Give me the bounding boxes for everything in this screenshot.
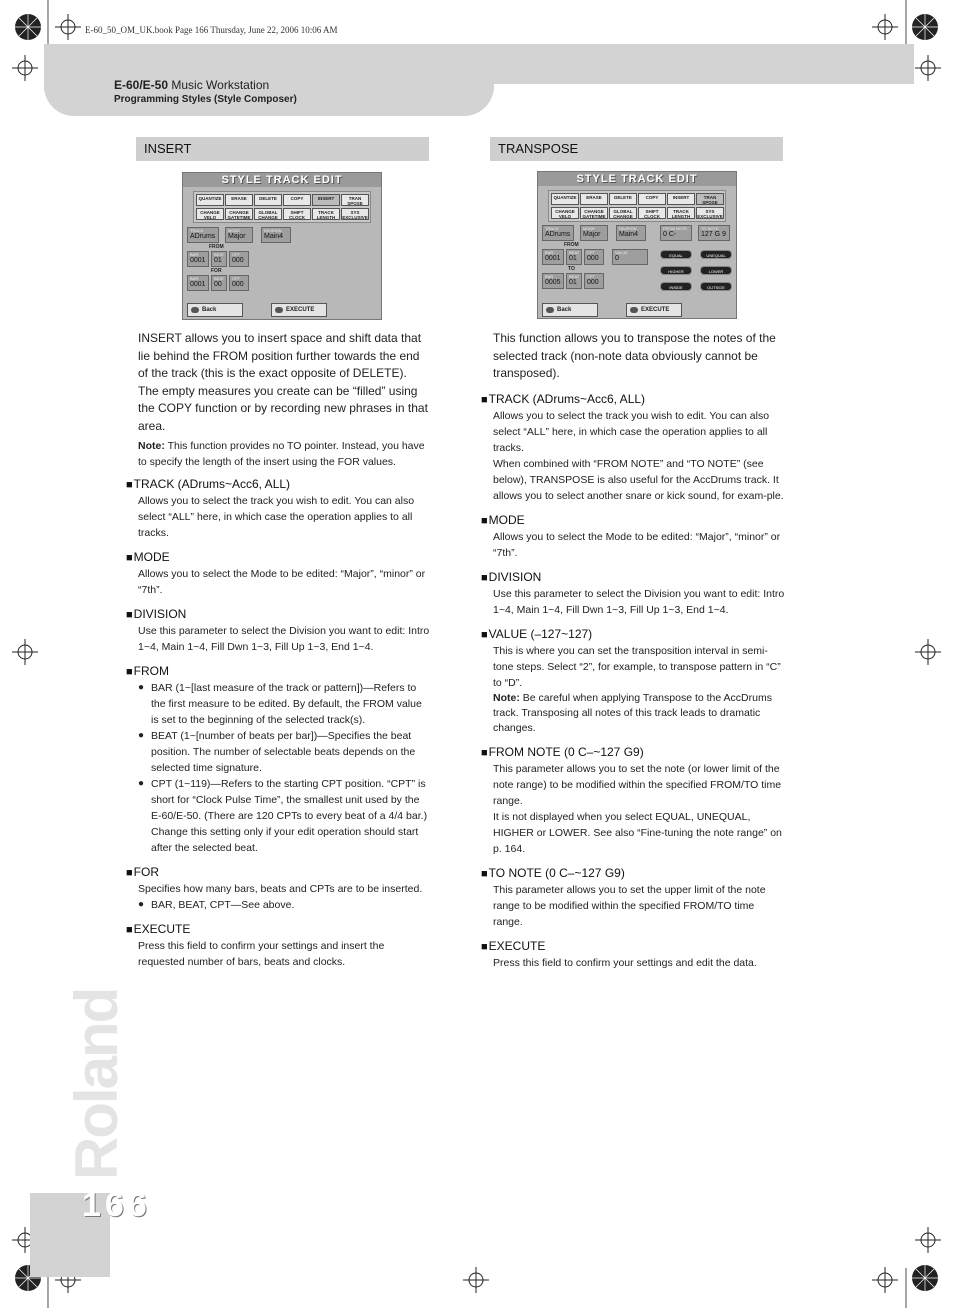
mode-field[interactable]: MODE Major: [580, 225, 608, 241]
tab-sys-exclusive[interactable]: SYS EXCLUSIVE: [697, 209, 723, 220]
equal-button[interactable]: EQUAL: [660, 250, 692, 259]
param-track-text: Allows you to select the track you wish to edit. You can also select “ALL” here, in which case the operation applies to all tracks.: [138, 495, 415, 539]
execute-button[interactable]: EXECUTE: [271, 303, 327, 317]
param-value-text: This is where you can set the transposition interval in semi-tone steps. Select “2”, for example, to transpose pattern in “C” to “D”.: [493, 645, 781, 689]
param-division-heading: ■ DIVISION: [126, 606, 431, 623]
param-to-note-text: This parameter allows you to set the upper limit of the note range to be modified within the specified FROM/TO time range.: [493, 884, 766, 928]
tab-insert[interactable]: INSERT: [312, 194, 340, 206]
transpose-params: [481, 391, 785, 971]
param-from-heading: ■ FROM: [126, 663, 431, 680]
division-field[interactable]: DIVISION Main4: [261, 227, 291, 243]
param-execute-heading: ■ EXECUTE: [481, 938, 785, 955]
transpose-body: [493, 330, 783, 383]
transpose-section-title: TRANSPOSE: [490, 137, 783, 161]
from-bar-field[interactable]: BAR 0001: [542, 249, 564, 265]
for-bar-field[interactable]: BAR 0001: [187, 275, 209, 291]
tab-track-length[interactable]: TRACK LENGTH: [667, 207, 695, 219]
file-info-line: E-60_50_OM_UK.book Page 166 Thursday, June 22, 2006 10:06 AM: [85, 25, 338, 35]
back-icon: [546, 307, 554, 313]
param-value-heading: ■ VALUE (–127~127): [481, 626, 785, 643]
tab-change-velo[interactable]: CHANGE VELO: [551, 207, 579, 219]
param-track-text: Allows you to select the track you wish to edit. You can also select “ALL” here, in which case the operation applies to all tracks.: [493, 410, 770, 454]
tab-global-change[interactable]: GLOBAL CHANGE: [609, 207, 637, 219]
track-field[interactable]: TRACK ADrums: [542, 225, 574, 241]
value-field[interactable]: VALUE 0: [612, 249, 648, 265]
tab-change-gatetime[interactable]: CHANGE GATETIME: [580, 207, 608, 219]
from-beat-field[interactable]: BEAT 01: [211, 251, 227, 267]
execute-icon: [630, 307, 638, 313]
insert-intro: INSERT allows you to insert space and shift data that lie behind the FROM position further towards the end of the track (this is the exact opposite of DELETE). The empty measures you create can be “filled” using the COPY function or by recording new phrases in that area.: [138, 331, 428, 433]
param-from-note-text: This parameter allows you to set the note (or lower limit of the note range) to be modified within the specified FROM/TO time range.: [493, 763, 782, 807]
param-for-heading: ■ FOR: [126, 864, 431, 881]
param-execute-heading: ■ EXECUTE: [126, 921, 431, 938]
for-bullet: ● BAR, BEAT, CPT—See above.: [138, 897, 431, 913]
param-from-note-text-2: It is not displayed when you select EQUAL, UNEQUAL, HIGHER or LOWER. See also “Fine-tuning the note range” on p. 164.: [493, 811, 782, 855]
tab-transpose[interactable]: TRAN SPOSE: [341, 194, 369, 206]
tab-global-change[interactable]: GLOBAL CHANGE: [254, 208, 282, 220]
param-to-note-heading: ■ TO NOTE (0 C–~127 G9): [481, 865, 785, 882]
from-beat-field[interactable]: BEAT 01: [566, 249, 582, 265]
insert-screen: [182, 172, 382, 320]
param-for-text: Specifies how many bars, beats and CPTs are to be inserted.: [138, 883, 423, 895]
param-mode-text: Allows you to select the Mode to be edited: “Major”, “minor” or “7th”.: [138, 568, 426, 596]
for-label: FOR: [211, 268, 222, 274]
param-execute-text: Press this field to confirm your settings and insert the requested number of bars, beats and clocks.: [138, 940, 385, 968]
from-cpt-field[interactable]: CPT 000: [584, 249, 604, 265]
for-beat-field[interactable]: BEAT 00: [211, 275, 227, 291]
inside-button[interactable]: INSIDE: [660, 282, 692, 291]
outside-button[interactable]: OUTSIDE: [700, 282, 732, 291]
param-division-text: Use this parameter to select the Division you want to edit: Intro 1~4, Main 1~4, Fill Dwn 1~3, Fill Up 1~3, End 1~4.: [138, 625, 430, 653]
tab-change-gatetime[interactable]: CHANGE GATETIME: [225, 208, 253, 220]
from-cpt-bullet: ● CPT (1~119)—Refers to the starting CPT position. “CPT” is short for “Clock Pulse Time”, the smallest unit used by the E-60/E-50. (There are 120 CPTs to every beat of a 4/4 bar.) Change this setting only if your edit operation should start after the selected beat.: [138, 776, 431, 856]
tab-change-velo[interactable]: CHANGE VELO: [196, 208, 224, 220]
screen-title: STYLE TRACK EDIT: [183, 173, 381, 187]
insert-body: [138, 330, 430, 470]
tab-insert[interactable]: INSERT: [667, 193, 695, 205]
insert-params: [126, 476, 431, 970]
execute-icon: [275, 307, 283, 313]
tab-transpose[interactable]: TRAN SPOSE: [696, 193, 724, 205]
to-bar-field[interactable]: BAR 0005: [542, 273, 564, 289]
param-mode-heading: ■ MODE: [126, 549, 431, 566]
roland-logo: Roland: [63, 988, 130, 1180]
tab-quantize[interactable]: QUANTIZE: [551, 193, 579, 205]
param-value-note: Note: Be careful when applying Transpose to the AccDrums track. Transposing all notes of this track leads to dramatic changes.: [493, 692, 772, 734]
param-track-heading: ■ TRACK (ADrums~Acc6, ALL): [481, 391, 785, 408]
back-icon: [191, 307, 199, 313]
back-button[interactable]: Back: [187, 303, 243, 317]
from-note-field[interactable]: FROM NOTE 0 C-: [660, 225, 692, 241]
tab-sys-exclusive[interactable]: SYS EXCLUSIVE: [342, 210, 368, 221]
tab-shift-clock[interactable]: SHIFT CLOCK: [283, 208, 311, 220]
tab-copy[interactable]: COPY: [638, 193, 666, 205]
transpose-screen: [537, 171, 737, 319]
tab-delete[interactable]: DELETE: [254, 194, 282, 206]
higher-button[interactable]: HIGHER: [660, 266, 692, 275]
track-field[interactable]: TRACK ADrums: [187, 227, 219, 243]
transpose-intro: This function allows you to transpose the notes of the selected track (non-note data obviously cannot be transposed).: [493, 331, 776, 380]
param-mode-heading: ■ MODE: [481, 512, 785, 529]
tab-quantize[interactable]: QUANTIZE: [196, 194, 224, 206]
from-label: FROM: [564, 242, 579, 248]
to-cpt-field[interactable]: CPT 000: [584, 273, 604, 289]
to-label: TO: [568, 266, 575, 272]
from-cpt-field[interactable]: CPT 000: [229, 251, 249, 267]
division-field[interactable]: DIVISION Main4: [616, 225, 646, 241]
execute-button[interactable]: EXECUTE: [626, 303, 682, 317]
lower-button[interactable]: LOWER: [700, 266, 732, 275]
param-mode-text: Allows you to select the Mode to be edited: “Major”, “minor” or “7th”.: [493, 531, 781, 559]
tab-copy[interactable]: COPY: [283, 194, 311, 206]
from-bar-bullet: ● BAR (1~[last measure of the track or pattern])—Refers to the first measure to be edited. By default, the FROM value is set to the beginning of the selected track(s).: [138, 680, 431, 728]
tab-erase[interactable]: ERASE: [225, 194, 253, 206]
from-beat-bullet: ● BEAT (1~[number of beats per bar])—Specifies the beat position. The number of selectable beats depends on the selected time signature.: [138, 728, 431, 776]
for-cpt-field[interactable]: CPT 000: [229, 275, 249, 291]
tab-track-length[interactable]: TRACK LENGTH: [312, 208, 340, 220]
param-division-heading: ■ DIVISION: [481, 569, 785, 586]
unequal-button[interactable]: UNEQUAL: [700, 250, 732, 259]
param-track-text-2: When combined with “FROM NOTE” and “TO NOTE” (see below), TRANSPOSE is also useful for the AccDrums track. It allows you to select another snare or kick sound, for exam-ple.: [493, 458, 784, 502]
insert-section-title: INSERT: [136, 137, 429, 161]
chapter-subtitle: Programming Styles (Style Composer): [114, 94, 297, 105]
screen-title: STYLE TRACK EDIT: [538, 172, 736, 186]
param-from-note-heading: ■ FROM NOTE (0 C–~127 G9): [481, 744, 785, 761]
insert-note: Note: This function provides no TO pointer. Instead, you have to specify the length of the insert using the FOR values.: [138, 440, 425, 468]
param-execute-text: Press this field to confirm your settings and edit the data.: [493, 957, 757, 969]
tab-erase[interactable]: ERASE: [580, 193, 608, 205]
page-number: 166: [82, 1186, 151, 1224]
mode-field[interactable]: MODE Major: [225, 227, 253, 243]
tab-shift-clock[interactable]: SHIFT CLOCK: [638, 207, 666, 219]
from-bar-field[interactable]: BAR 0001: [187, 251, 209, 267]
to-note-field[interactable]: TO NOTE 127 G 9: [698, 225, 730, 241]
param-track-heading: ■ TRACK (ADrums~Acc6, ALL): [126, 476, 431, 493]
to-beat-field[interactable]: BEAT 01: [566, 273, 582, 289]
product-title: E-60/E-50 Music Workstation: [114, 78, 270, 92]
back-button[interactable]: Back: [542, 303, 598, 317]
from-label: FROM: [209, 244, 224, 250]
tab-delete[interactable]: DELETE: [609, 193, 637, 205]
param-division-text: Use this parameter to select the Division you want to edit: Intro 1~4, Main 1~4, Fill Dwn 1~3, Fill Up 1~3, End 1~4.: [493, 588, 785, 616]
